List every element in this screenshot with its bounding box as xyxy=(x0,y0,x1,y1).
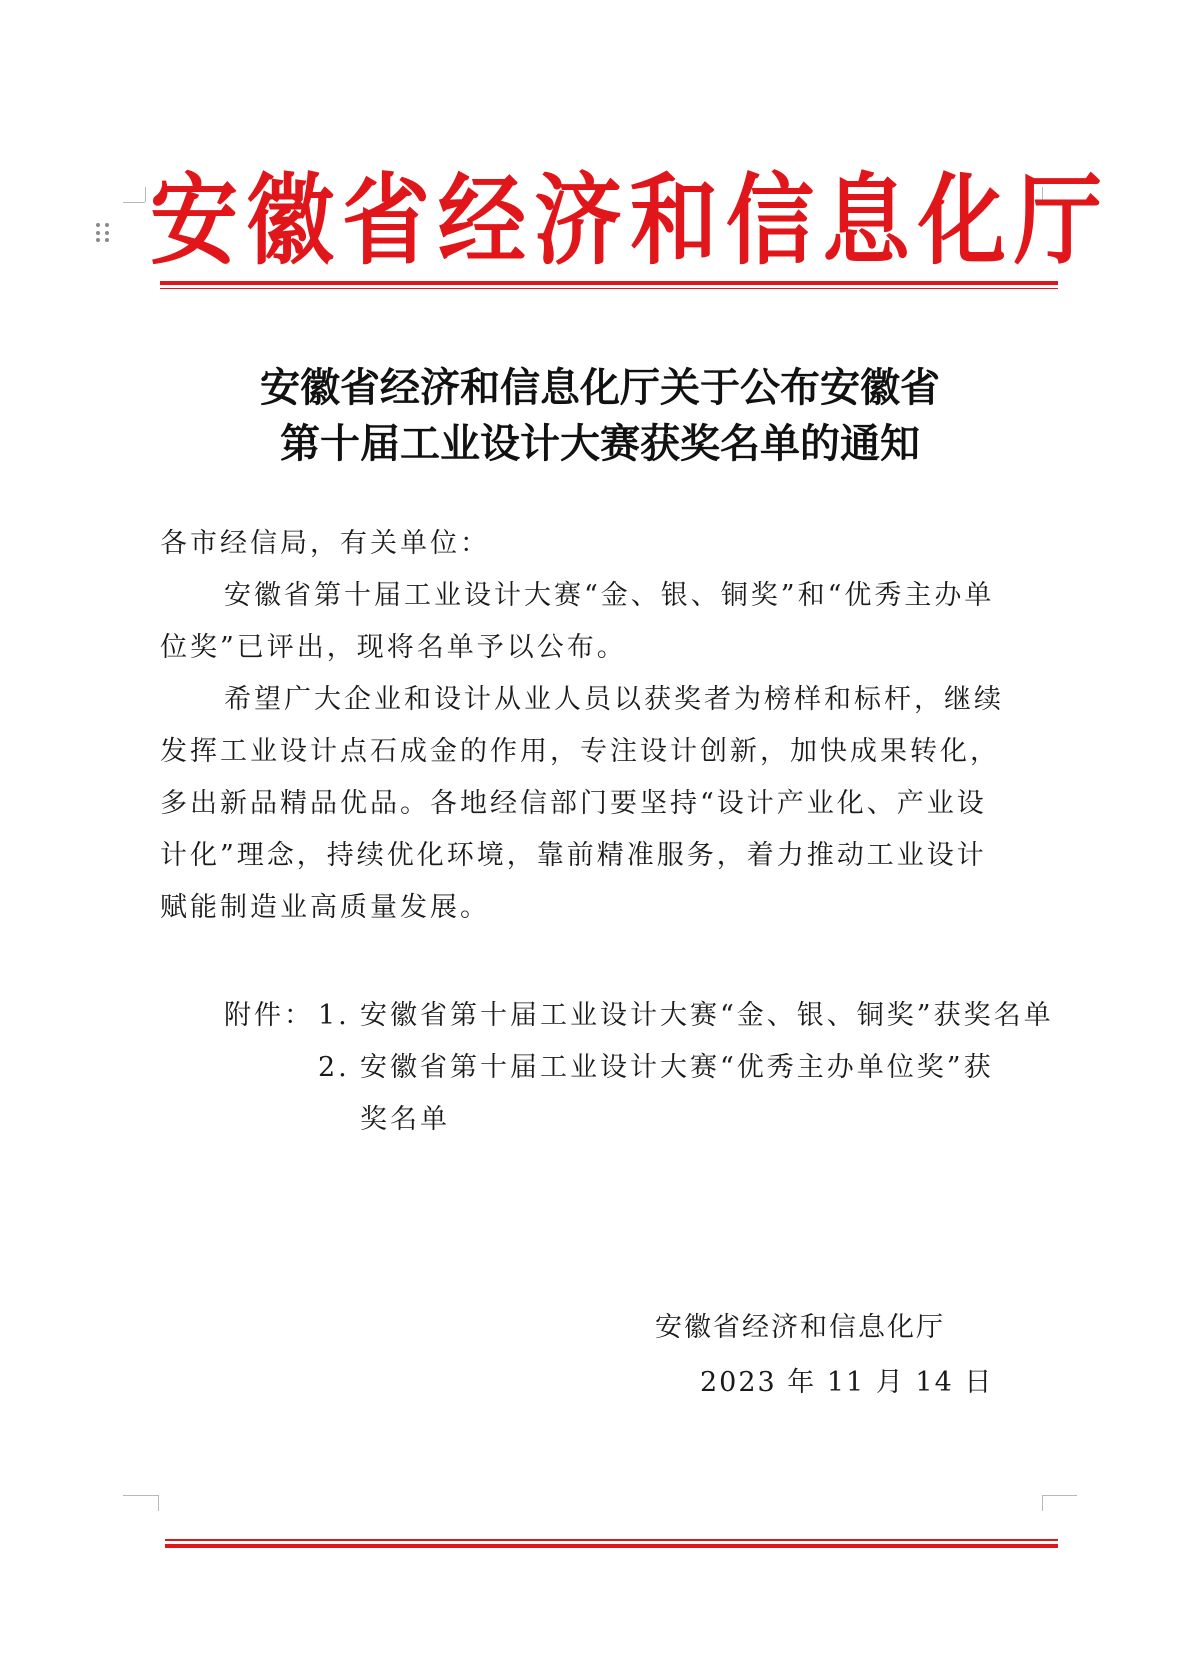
signature-organization: 安徽省经济和信息化厅 xyxy=(655,1312,945,1343)
attachment-1-title: 安徽省第十届工业设计大赛“金、银、铜奖”获奖名单 xyxy=(360,1000,1054,1031)
paragraph-1-line-1: 安徽省第十届工业设计大赛“金、银、铜奖”和“优秀主办单 xyxy=(224,580,995,611)
page-corner-mark-top-left xyxy=(123,202,145,203)
paragraph-2-line-3: 多出新品精品优品。各地经信部门要坚持“设计产业化、产业设 xyxy=(160,788,987,819)
signature-date: 2023 年 11 月 14 日 xyxy=(700,1367,994,1398)
paragraph-1-line-2: 位奖”已评出，现将名单予以公布。 xyxy=(160,632,627,663)
paragraph-2-line-1: 希望广大企业和设计从业人员以获奖者为榜样和标杆，继续 xyxy=(224,684,1004,715)
drag-handle-icon[interactable] xyxy=(96,223,112,243)
footer-rule-thin xyxy=(165,1539,1058,1541)
footer-rule-thick xyxy=(165,1544,1058,1548)
document-title-line-1: 安徽省经济和信息化厅关于公布安徽省 xyxy=(260,364,940,411)
page-corner-mark-bottom-left xyxy=(123,1495,158,1496)
letterhead-rule-thin xyxy=(160,288,1058,289)
attachment-2-number: 2. xyxy=(318,1052,350,1083)
document-title-line-2: 第十届工业设计大赛获奖名单的通知 xyxy=(280,420,920,467)
paragraph-2-line-5: 赋能制造业高质量发展。 xyxy=(160,892,490,923)
attachments-label: 附件： xyxy=(224,1000,314,1031)
attachment-2-title-line-2: 奖名单 xyxy=(360,1104,450,1135)
page-corner-mark-bottom-right-vertical xyxy=(1042,1495,1043,1511)
salutation: 各市经信局，有关单位： xyxy=(160,528,490,559)
paragraph-2-line-4: 计化”理念，持续优化环境，靠前精准服务，着力推动工业设计 xyxy=(160,840,987,871)
page-corner-mark-bottom-left-vertical xyxy=(158,1495,159,1511)
page-corner-mark-top-left-vertical xyxy=(145,187,146,202)
attachment-2-title-line-1: 安徽省第十届工业设计大赛“优秀主办单位奖”获 xyxy=(360,1052,994,1083)
paragraph-2-line-2: 发挥工业设计点石成金的作用，专注设计创新，加快成果转化， xyxy=(160,736,1000,767)
letterhead-rule-thick xyxy=(160,281,1058,285)
attachment-1-number: 1. xyxy=(318,1000,350,1031)
page-corner-mark-bottom-right xyxy=(1042,1495,1077,1496)
letterhead-title: 安徽省经济和信息化厅 xyxy=(150,162,1111,278)
